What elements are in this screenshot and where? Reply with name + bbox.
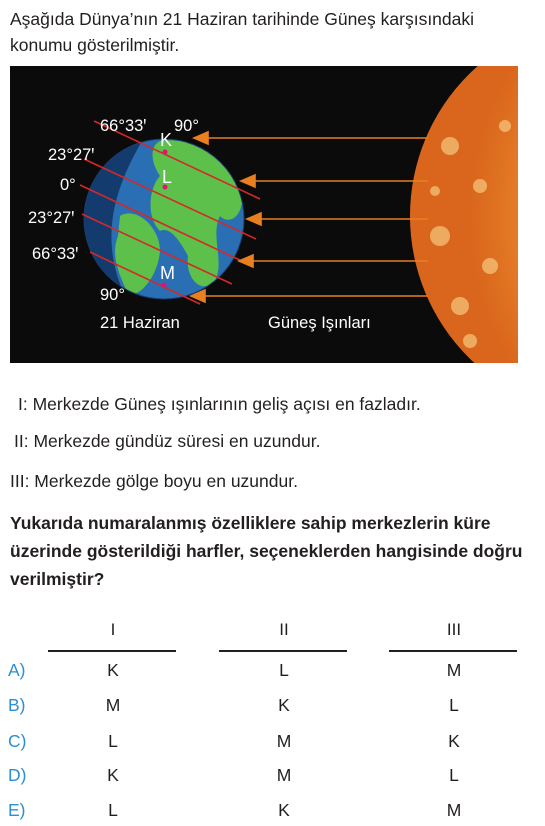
option-a-col-3: M: [446, 660, 462, 680]
option-e-letter[interactable]: E): [8, 800, 26, 820]
column-rule-1: [48, 650, 176, 652]
column-header-1: I: [110, 620, 116, 639]
option-d-letter[interactable]: D): [8, 765, 27, 785]
option-b-col-2: K: [278, 695, 290, 715]
point-label-m: M: [160, 263, 175, 283]
option-e-col-3: M: [446, 800, 462, 820]
point-label-k: K: [160, 130, 173, 150]
option-e-col-2: K: [278, 800, 290, 820]
latitude-label-equator: 0°: [60, 176, 76, 194]
point-label-l: L: [162, 167, 173, 187]
option-b-col-3: L: [449, 695, 459, 715]
option-d-col-3: L: [449, 765, 459, 785]
column-rule-3: [389, 650, 517, 652]
option-d-col-1: K: [107, 765, 119, 785]
option-c-col-1: L: [108, 731, 118, 751]
option-a-col-1: K: [107, 660, 119, 680]
latitude-label-66-south: 66°33ꞌ: [32, 245, 79, 263]
latitude-label-23-south: 23°27ꞌ: [28, 209, 75, 227]
statement-1: I: Merkezde Güneş ışınlarının geliş açısı en fazladır.: [18, 394, 421, 414]
sun: [410, 66, 518, 363]
option-c-col-3: K: [448, 731, 460, 751]
option-c-letter[interactable]: C): [8, 731, 27, 751]
intro-text: Aşağıda Dünya’nın 21 Haziran tarihinde Güneş karşısındaki konumu gösterilmiştir.: [10, 9, 475, 55]
latitude-label-66-north: 66°33ꞌ: [100, 117, 147, 135]
question-text: Yukarıda numaralanmış özelliklere sahip merkezlerin küre üzerinde gösterildiği harfler, seçeneklerden hangisinde doğru verilmiştir?: [10, 513, 523, 589]
option-b-letter[interactable]: B): [8, 695, 26, 715]
column-header-2: II: [279, 620, 289, 639]
statement-3: III: Merkezde gölge boyu en uzundur.: [10, 471, 298, 491]
option-d-col-2: M: [276, 765, 292, 785]
option-b-col-1: M: [105, 695, 121, 715]
latitude-label-23-north: 23°27ꞌ: [48, 146, 95, 164]
option-e-col-1: L: [108, 800, 118, 820]
option-a-col-2: L: [279, 660, 289, 680]
rays-label: Güneş Işınları: [268, 314, 371, 332]
option-a-letter[interactable]: A): [8, 660, 26, 680]
option-c-col-2: M: [276, 731, 292, 751]
latitude-label-90-south: 90°: [100, 286, 125, 304]
statement-2: II: Merkezde gündüz süresi en uzundur.: [14, 431, 321, 451]
column-header-3: III: [446, 620, 462, 639]
latitude-label-90-north: 90°: [174, 117, 199, 135]
column-rule-2: [219, 650, 347, 652]
earth-sun-figure: [10, 66, 518, 363]
earth-sun-illustration: [10, 66, 518, 363]
date-label: 21 Haziran: [100, 314, 180, 332]
